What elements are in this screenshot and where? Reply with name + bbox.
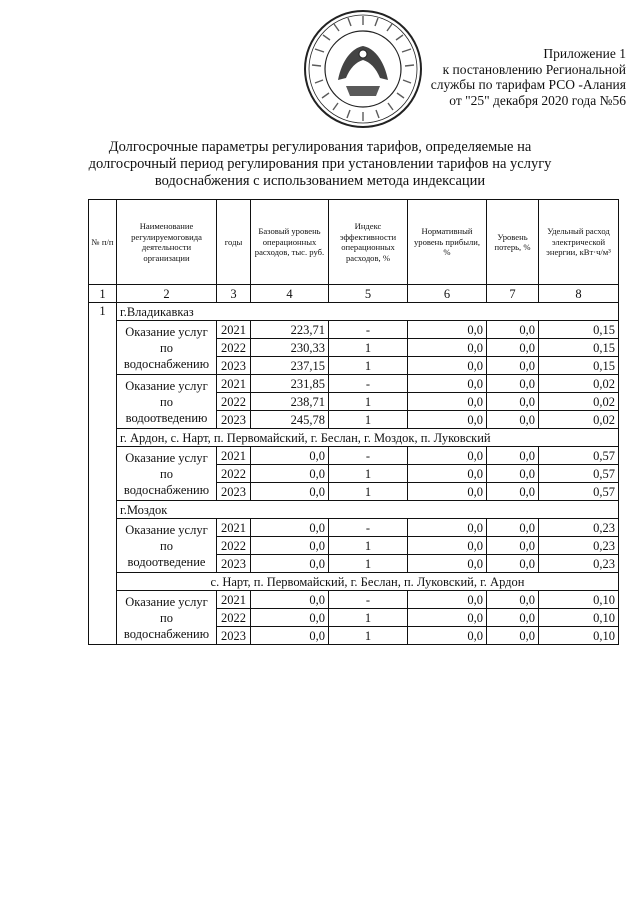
table-row [89, 591, 619, 609]
header-row [89, 200, 619, 285]
energy-use-cell: 0,10 [539, 609, 619, 627]
service-name: Оказание услуг по водоснабжению [117, 591, 217, 645]
year-cell: 2022 [217, 393, 251, 411]
efficiency-index-cell: 1 [329, 393, 408, 411]
base-cost-cell: 245,78 [251, 411, 329, 429]
base-cost-cell: 0,0 [251, 555, 329, 573]
loss-level-cell: 0,0 [487, 357, 539, 375]
base-cost-cell: 0,0 [251, 465, 329, 483]
base-cost-cell: 0,0 [251, 627, 329, 645]
loss-level-cell: 0,0 [487, 519, 539, 537]
efficiency-index-cell: 1 [329, 411, 408, 429]
location-label: г.Владикавказ [117, 303, 619, 321]
base-cost-cell: 237,15 [251, 357, 329, 375]
appendix-line-1: Приложение 1 [543, 46, 626, 61]
year-cell: 2023 [217, 483, 251, 501]
loss-level-cell: 0,0 [487, 375, 539, 393]
loss-level-cell: 0,0 [487, 483, 539, 501]
efficiency-index-cell: - [329, 591, 408, 609]
appendix-line-4: от "25" декабря 2020 года №56 [449, 92, 626, 108]
title-line-2: долгосрочный период регулирования при установлении тарифов на услугу [88, 156, 552, 172]
header-cell: Нормативный уровень прибыли, % [408, 200, 487, 285]
year-cell: 2022 [217, 465, 251, 483]
efficiency-index-cell: 1 [329, 555, 408, 573]
loss-level-cell: 0,0 [487, 339, 539, 357]
year-cell: 2022 [217, 339, 251, 357]
efficiency-index-cell: 1 [329, 339, 408, 357]
loss-level-cell: 0,0 [487, 537, 539, 555]
loss-level-cell: 0,0 [487, 609, 539, 627]
energy-use-cell: 0,57 [539, 483, 619, 501]
base-cost-cell: 0,0 [251, 609, 329, 627]
location-label: с. Нарт, п. Первомайский, г. Беслан, п. Луковский, г. Ардон [117, 573, 619, 591]
profit-level-cell: 0,0 [408, 411, 487, 429]
column-number: 1 [89, 285, 117, 303]
efficiency-index-cell: - [329, 321, 408, 339]
loss-level-cell: 0,0 [487, 411, 539, 429]
loss-level-cell: 0,0 [487, 321, 539, 339]
loss-level-cell: 0,0 [487, 555, 539, 573]
loss-level-cell: 0,0 [487, 465, 539, 483]
location-label: г. Ардон, с. Нарт, п. Первомайский, г. Беслан, г. Моздок, п. Луковский [117, 429, 619, 447]
year-cell: 2022 [217, 537, 251, 555]
energy-use-cell: 0,57 [539, 465, 619, 483]
profit-level-cell: 0,0 [408, 465, 487, 483]
base-cost-cell: 0,0 [251, 447, 329, 465]
service-name: Оказание услуг по водоотведение [117, 519, 217, 573]
profit-level-cell: 0,0 [408, 339, 487, 357]
service-name: Оказание услуг по водоотведению [117, 375, 217, 429]
profit-level-cell: 0,0 [408, 375, 487, 393]
table-row [89, 375, 619, 393]
table-row [89, 447, 619, 465]
loss-level-cell: 0,0 [487, 627, 539, 645]
profit-level-cell: 0,0 [408, 609, 487, 627]
energy-use-cell: 0,02 [539, 375, 619, 393]
year-cell: 2022 [217, 609, 251, 627]
profit-level-cell: 0,0 [408, 555, 487, 573]
service-name: Оказание услуг по водоснабжению [117, 321, 217, 375]
table-row [89, 321, 619, 339]
energy-use-cell: 0,10 [539, 591, 619, 609]
profit-level-cell: 0,0 [408, 393, 487, 411]
profit-level-cell: 0,0 [408, 357, 487, 375]
profit-level-cell: 0,0 [408, 519, 487, 537]
energy-use-cell: 0,15 [539, 357, 619, 375]
header-cell: Индекс эффективности операционных расходов, % [329, 200, 408, 285]
year-cell: 2021 [217, 321, 251, 339]
header-cell: Наименование регулируемоговида деятельности организации [117, 200, 217, 285]
profit-level-cell: 0,0 [408, 591, 487, 609]
energy-use-cell: 0,10 [539, 627, 619, 645]
location-row [89, 573, 619, 591]
year-cell: 2021 [217, 591, 251, 609]
profit-level-cell: 0,0 [408, 627, 487, 645]
energy-use-cell: 0,23 [539, 519, 619, 537]
title-line-3: водоснабжения с использованием метода индексации [154, 173, 486, 189]
energy-use-cell: 0,15 [539, 339, 619, 357]
location-row [89, 303, 619, 321]
efficiency-index-cell: 1 [329, 465, 408, 483]
efficiency-index-cell: 1 [329, 627, 408, 645]
title-line-1: Долгосрочные параметры регулирования тарифов, определяемые на [108, 139, 532, 155]
energy-use-cell: 0,57 [539, 447, 619, 465]
energy-use-cell: 0,23 [539, 537, 619, 555]
base-cost-cell: 223,71 [251, 321, 329, 339]
column-number: 3 [217, 285, 251, 303]
header-cell: годы [217, 200, 251, 285]
energy-use-cell: 0,02 [539, 411, 619, 429]
appendix-line-3: службы по тарифам РСО -Алания [430, 77, 626, 92]
efficiency-index-cell: 1 [329, 609, 408, 627]
column-number: 2 [117, 285, 217, 303]
table-row [89, 519, 619, 537]
loss-level-cell: 0,0 [487, 393, 539, 411]
energy-use-cell: 0,15 [539, 321, 619, 339]
parameters-table [88, 199, 619, 645]
appendix-block [376, 46, 626, 108]
row-number: 1 [89, 303, 117, 645]
location-label: г.Моздок [117, 501, 619, 519]
efficiency-index-cell: 1 [329, 537, 408, 555]
energy-use-cell: 0,02 [539, 393, 619, 411]
location-row [89, 501, 619, 519]
loss-level-cell: 0,0 [487, 447, 539, 465]
year-cell: 2021 [217, 447, 251, 465]
service-name: Оказание услуг по водоснабжению [117, 447, 217, 501]
loss-level-cell: 0,0 [487, 591, 539, 609]
year-cell: 2023 [217, 411, 251, 429]
base-cost-cell: 0,0 [251, 537, 329, 555]
column-number: 6 [408, 285, 487, 303]
base-cost-cell: 0,0 [251, 483, 329, 501]
document-title [60, 139, 580, 190]
header-cell: Базовый уровень операционных расходов, тыс. руб. [251, 200, 329, 285]
profit-level-cell: 0,0 [408, 483, 487, 501]
header-cell: Удельный расход электрической энергии, кВт·ч/м³ [539, 200, 619, 285]
efficiency-index-cell: - [329, 519, 408, 537]
year-cell: 2023 [217, 357, 251, 375]
column-number-row [89, 285, 619, 303]
efficiency-index-cell: 1 [329, 483, 408, 501]
location-row [89, 429, 619, 447]
efficiency-index-cell: 1 [329, 357, 408, 375]
profit-level-cell: 0,0 [408, 537, 487, 555]
base-cost-cell: 230,33 [251, 339, 329, 357]
column-number: 5 [329, 285, 408, 303]
profit-level-cell: 0,0 [408, 447, 487, 465]
base-cost-cell: 231,85 [251, 375, 329, 393]
column-number: 8 [539, 285, 619, 303]
header-cell: Уровень потерь, % [487, 200, 539, 285]
column-number: 7 [487, 285, 539, 303]
efficiency-index-cell: - [329, 447, 408, 465]
year-cell: 2021 [217, 375, 251, 393]
energy-use-cell: 0,23 [539, 555, 619, 573]
base-cost-cell: 0,0 [251, 519, 329, 537]
base-cost-cell: 0,0 [251, 591, 329, 609]
profit-level-cell: 0,0 [408, 321, 487, 339]
year-cell: 2023 [217, 555, 251, 573]
efficiency-index-cell: - [329, 375, 408, 393]
column-number: 4 [251, 285, 329, 303]
base-cost-cell: 238,71 [251, 393, 329, 411]
year-cell: 2023 [217, 627, 251, 645]
year-cell: 2021 [217, 519, 251, 537]
header-cell: № п/п [89, 200, 117, 285]
appendix-line-2: к постановлению Региональной [442, 61, 626, 77]
